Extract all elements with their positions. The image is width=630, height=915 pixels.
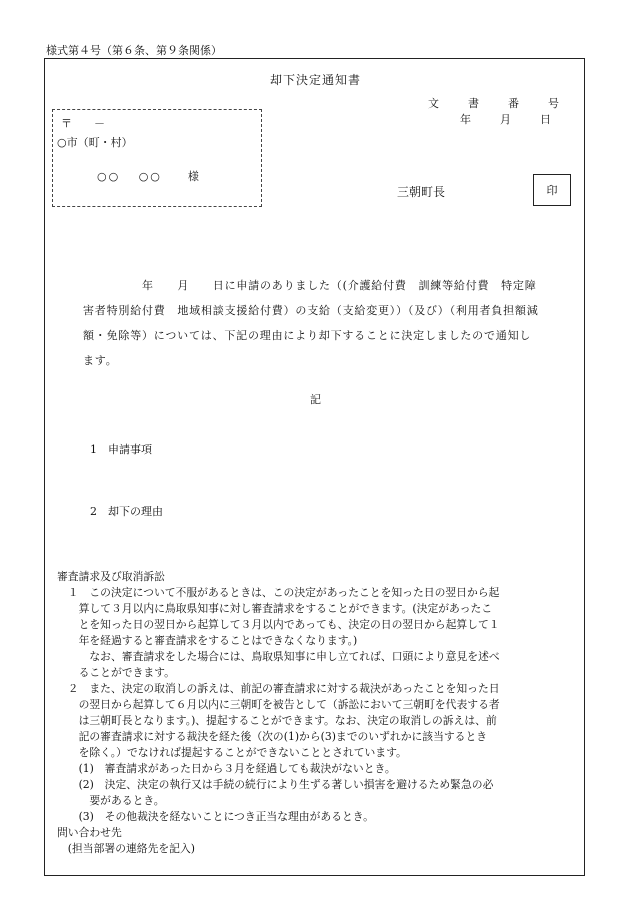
address-box xyxy=(52,109,262,207)
appeal-notice xyxy=(57,569,577,857)
item-reason: 2 却下の理由 xyxy=(90,505,163,518)
ki-heading: 記 xyxy=(310,393,321,406)
contact-heading: 問い合わせ先 xyxy=(57,826,122,839)
notice-line: なお、審査請求をした場合には、鳥取県知事に申し立てれば、口頭により意見を述べ xyxy=(57,650,500,663)
notice-line: (1) 審査請求があった日から３月を経過しても裁決がないとき。 xyxy=(57,762,396,775)
notice-line: ることができます。 xyxy=(57,666,175,679)
document-number-label: 文 書 番 号 xyxy=(428,97,568,110)
form-number-label: 様式第４号（第６条、第９条関係） xyxy=(46,44,222,57)
notice-line: 記の審査請求に対する裁決を経た後（次の(1)から(3)までのいずれかに該当するとき xyxy=(57,730,488,743)
notice-line: を除く。）でなければ提起することができないこととされています。 xyxy=(57,746,407,759)
document-date-label: 年 月 日 xyxy=(460,113,560,126)
notice-line: の翌日から起算して６月以内に三朝町を被告として（訴訟において三朝町を代表する者 xyxy=(57,698,500,711)
body-text-line: ます。 xyxy=(83,354,118,367)
notice-line: とを知った日の翌日から起算して３月以内であっても、決定の日の翌日から起算して１ xyxy=(57,618,500,631)
notice-line: ２ また、決定の取消しの訴えは、前記の審査請求に対する裁決があったことを知った日 xyxy=(57,682,500,695)
notice-line: (3) その他裁決を経ないことにつき正当な理由があるとき。 xyxy=(57,810,374,823)
recipient-name: ○○ ○○ 様 xyxy=(97,170,201,183)
notice-line: １ この決定について不服があるときは、この決定があったことを知った日の翌日から起 xyxy=(57,586,500,599)
seal-box: 印 xyxy=(533,174,571,206)
notice-line: は三朝町長となります。)、提起することができます。なお、決定の取消しの訴えは、前 xyxy=(57,714,497,727)
document-title: 却下決定通知書 xyxy=(269,73,361,87)
item-application: 1 申請事項 xyxy=(90,443,152,456)
notice-line: 年を経過すると審査請求をすることはできなくなります。) xyxy=(57,634,358,647)
postal-code: 〒 － xyxy=(61,117,105,130)
notice-document xyxy=(44,58,585,876)
body-text-line: 害者特別給付費 地域相談支援給付費）の支給（支給変更））（及び）（利用者負担額減 xyxy=(83,304,539,317)
city-name: ○市（町・村） xyxy=(57,136,133,149)
issuer-name: 三朝町長 xyxy=(397,185,446,199)
notice-heading: 審査請求及び取消訴訟 xyxy=(57,570,165,583)
body-text-line: 額・免除等）については、下記の理由により却下することに決定しましたので通知し xyxy=(83,329,532,342)
notice-line: (2) 決定、決定の執行又は手続の続行により生ずる著しい損害を避けるため緊急の必 xyxy=(57,778,494,791)
notice-line: 要があるとき。 xyxy=(57,794,165,807)
notice-line: 算して３月以内に鳥取県知事に対し審査請求をすることができます。(決定があったこ xyxy=(57,602,493,615)
contact-line: (担当部署の連絡先を記入) xyxy=(57,842,195,855)
body-text-line: 年 月 日に申請のありました（(介護給付費 訓練等給付費 特定障 xyxy=(83,279,537,292)
